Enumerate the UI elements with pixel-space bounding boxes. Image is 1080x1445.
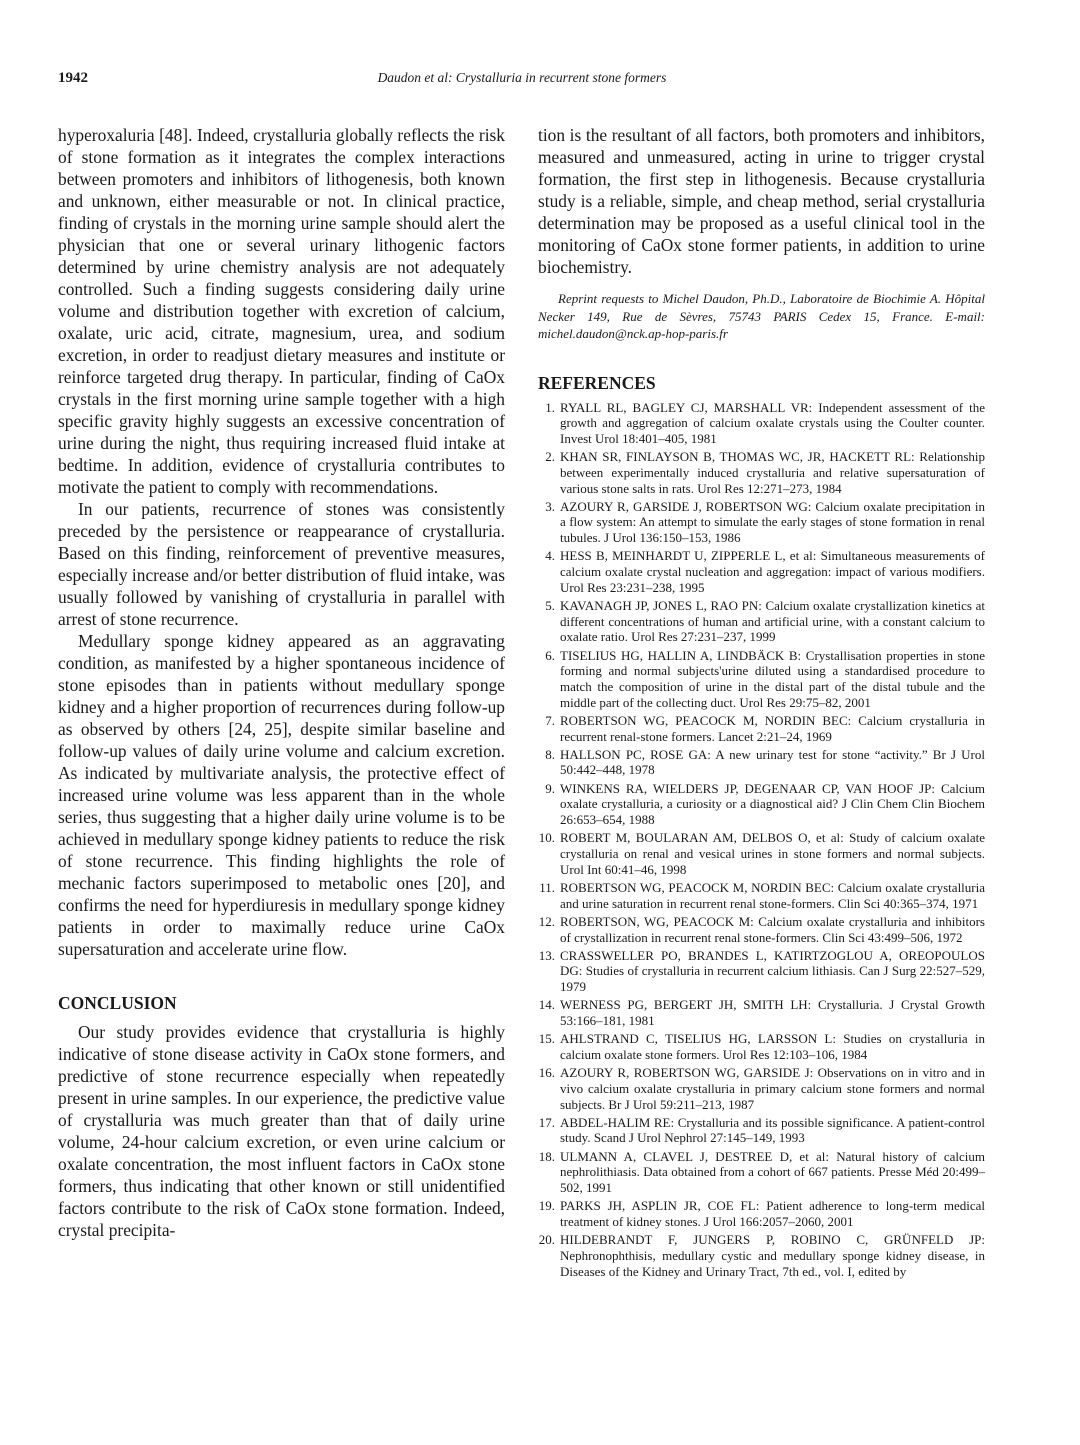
reference-text: PARKS JH, ASPLIN JR, COE FL: Patient adherence to long-term medical treatment of kidney stones. J Urol 166:2057–2060, 2001 <box>560 1198 985 1229</box>
reference-number: 5. <box>545 597 555 613</box>
body-paragraph: In our patients, recurrence of stones was consistently preceded by the persistence or reappearance of crystalluria. Based on this finding, reinforcement of preventive measures, especially increase and/or better distribution of fluid intake, was usually followed by vanishing of crystalluria in parallel with arrest of stone recurrence. <box>58 499 505 629</box>
reference-text: WERNESS PG, BERGERT JH, SMITH LH: Crystalluria. J Crystal Growth 53:166–181, 1981 <box>560 997 985 1029</box>
running-head <box>58 70 986 94</box>
reference-text: TISELIUS HG, HALLIN A, LINDBÄCK B: Crystallisation properties in stone forming and normal subjects'urine diluted using a standardised procedure to match the composition of urine in the distal part of the distal tubule and the middle part of the collecting duct. Urol Res 29:75–82, 2001 <box>560 647 985 710</box>
reference-number: 11. <box>539 879 555 895</box>
reference-text: AZOURY R, GARSIDE J, ROBERTSON WG: Calcium oxalate precipitation in a flow system: An attempt to simulate the early stages of stone formation in renal tubules. J Urol 136:150–153, 1986 <box>560 498 985 546</box>
reference-text: ROBERT M, BOULARAN AM, DELBOS O, et al: Study of calcium oxalate crystalluria on renal and vesical urines in stone formers and normal subjects. Urol Int 60:41–46, 1998 <box>560 830 985 877</box>
reference-item <box>538 1065 985 1112</box>
reference-number: 7. <box>545 712 555 728</box>
reference-list <box>538 400 985 1280</box>
reference-number: 17. <box>538 1114 555 1130</box>
reference-number: 19. <box>538 1198 555 1214</box>
reference-number: 13. <box>538 947 555 963</box>
reference-number: 14. <box>538 997 555 1013</box>
conclusion-paragraph: Our study provides evidence that crystalluria is highly indicative of stone disease activity in CaOx stone formers, and predictive of stone recurrence especially when repeatedly present in urine samples. In our experience, the predictive value of crystalluria was much greater than that of daily urine volume, 24-hour calcium excretion, or even urine calcium or oxalate concentration, the most influent factors in CaOx stone formers, thus indicating that other known or still unidentified factors contribute to the risk of CaOx stone formation. Indeed, crystal precipita- <box>58 1022 505 1240</box>
reference-number: 2. <box>545 449 555 465</box>
reference-item <box>538 648 985 711</box>
reference-item <box>538 400 985 447</box>
running-title: Daudon et al: Crystalluria in recurrent stone formers <box>377 70 667 85</box>
reference-text: HESS B, MEINHARDT U, ZIPPERLE L, et al: Simultaneous measurements of calcium oxalate crystal nucleation and aggregation: impact of various modifiers. Urol Res 23:231–238, 1995 <box>560 548 985 595</box>
reference-item <box>538 499 985 546</box>
reference-text: CRASSWELLER PO, BRANDES L, KATIRTZOGLOU A, OREOPOULOS DG: Studies of crystalluria in recurrent calcium lithiasis. Can J Surg 22:527–529, 1979 <box>560 947 985 995</box>
reference-number: 8. <box>545 746 555 762</box>
reference-text: AHLSTRAND C, TISELIUS HG, LARSSON L: Studies on crystalluria in calcium oxalate stone formers. Urol Res 12:103–106, 1984 <box>560 1031 985 1062</box>
reference-number: 10. <box>538 830 555 846</box>
page-number: 1942 <box>58 70 88 86</box>
reference-number: 18. <box>538 1148 555 1164</box>
references-heading: REFERENCES <box>538 372 656 393</box>
reference-text: RYALL RL, BAGLEY CJ, MARSHALL VR: Independent assessment of the growth and aggregation of calcium oxalate crystals using the Coulter counter. Invest Urol 18:401–405, 1981 <box>560 399 985 446</box>
reference-item <box>538 1149 985 1196</box>
reference-item <box>538 1198 985 1229</box>
reference-item <box>538 747 985 778</box>
reference-item <box>538 713 985 744</box>
reference-number: 12. <box>538 913 555 929</box>
reference-item <box>538 1115 985 1146</box>
reference-text: HILDEBRANDT F, JUNGERS P, ROBINO C, GRÜNFELD JP: Nephronophthisis, medullary cystic and medullary sponge kidney disease, in Diseases of the Kidney and Urinary Tract, 7th ed., vol. I, edited by <box>560 1232 985 1279</box>
reference-text: ABDEL-HALIM RE: Crystalluria and its possible significance. A patient-control study. Scand J Urol Nephrol 27:145–149, 1993 <box>560 1114 985 1146</box>
reference-item <box>538 781 985 828</box>
reference-number: 15. <box>538 1031 555 1047</box>
reference-text: AZOURY R, ROBERTSON WG, GARSIDE J: Observations on in vitro and in vivo calcium oxalate crystalluria in primary calcium stone formers and normal subjects. Br J Urol 59:211–213, 1987 <box>560 1065 985 1112</box>
conclusion-heading: CONCLUSION <box>58 993 177 1013</box>
reference-text: ULMANN A, CLAVEL J, DESTREE D, et al: Natural history of calcium nephrolithiasis. Data obtained from a cohort of 667 patients. Presse Méd 20:499–502, 1991 <box>560 1148 985 1196</box>
reference-text: WINKENS RA, WIELDERS JP, DEGENAAR CP, VAN HOOF JP: Calcium oxalate crystalluria, a curiosity or a diagnostical aid? J Clin Chem Clin Biochem 26:653–654, 1988 <box>560 780 985 828</box>
reference-item <box>538 914 985 945</box>
reference-text: KAVANAGH JP, JONES L, RAO PN: Calcium oxalate crystallization kinetics at different concentrations of human and artificial urine, with a constant calcium to oxalate ratio. Urol Res 27:231–237, 1999 <box>560 597 985 645</box>
continued-paragraph: tion is the resultant of all factors, both promoters and inhibitors, measured and unmeasured, acting in urine to trigger crystal formation, the first step in lithogenesis. Because crystalluria study is a reliable, simple, and cheap method, serial crystalluria determination may be proposed as a useful clinical tool in the monitoring of CaOx stone former patients, in addition to urine biochemistry. <box>538 125 985 277</box>
reference-text: ROBERTSON WG, PEACOCK M, NORDIN BEC: Calcium oxalate crystalluria and urine saturation in recurrent renal stone-formers. Clin Sci 40:365–374, 1971 <box>560 879 985 911</box>
left-column <box>58 124 505 1241</box>
reference-number: 9. <box>545 780 555 796</box>
reference-text: KHAN SR, FINLAYSON B, THOMAS WC, JR, HACKETT RL: Relationship between experimentally induced crystalluria and relative supersaturation of various stone salts in rats. Urol Res 12:271–273, 1984 <box>560 449 985 496</box>
body-paragraph: hyperoxaluria [48]. Indeed, crystalluria globally reflects the risk of stone formation as it integrates the complex interactions between promoters and inhibitors of lithogenesis, both known and unknown, either measurable or not. In clinical practice, finding of crystals in the morning urine sample should alert the physician that one or several urinary lithogenic factors determined by urine chemistry analysis are not adequately controlled. Such a finding suggests considering daily urine volume and distribution together with excretion of calcium, oxalate, uric acid, citrate, magnesium, urea, and sodium excretion, in order to readjust dietary measures and institute or reinforce targeted drug therapy. In particular, finding of CaOx crystals in the first morning urine sample together with a high specific gravity highly suggests an excessive concentration of urine during the night, thus requiring increased fluid intake at bedtime. In addition, evidence of crystalluria contributes to motivate the patient to comply with recommendations. <box>58 125 505 497</box>
reference-item <box>538 598 985 645</box>
reference-item <box>538 449 985 496</box>
reference-number: 16. <box>538 1065 555 1081</box>
reference-number: 20. <box>538 1232 555 1248</box>
reference-text: HALLSON PC, ROSE GA: A new urinary test for stone “activity.” Br J Urol 50:442–448, 1978 <box>560 746 985 778</box>
reference-number: 6. <box>545 647 555 663</box>
body-paragraph: Medullary sponge kidney appeared as an aggravating condition, as manifested by a higher spontaneous incidence of stone episodes than in patients without medullary sponge kidney and a higher proportion of recurrences during follow-up as observed by others [24, 25], despite similar baseline and follow-up values of daily urine volume and calcium excretion. As indicated by multivariate analysis, the protective effect of increased urine volume was less apparent than in the whole series, thus suggesting that a higher daily urine volume is to be achieved in medullary sponge kidney patients to reduce the risk of stone recurrence. This finding highlights the role of mechanic factors superimposed to metabolic ones [20], and confirms the need for hyperdiuresis in medullary sponge kidney patients in order to maximally reduce urine CaOx supersaturation and accelerate urine flow. <box>58 631 505 959</box>
reference-item <box>538 548 985 595</box>
reference-number: 3. <box>545 498 555 514</box>
reference-item <box>538 948 985 995</box>
right-column <box>538 124 985 1282</box>
reference-text: ROBERTSON, WG, PEACOCK M: Calcium oxalate crystalluria and inhibitors of crystallization in recurrent renal stone-formers. Clin Sci 43:499–506, 1972 <box>560 913 985 945</box>
reference-text: ROBERTSON WG, PEACOCK M, NORDIN BEC: Calcium crystalluria in recurrent renal-stone formers. Lancet 2:21–24, 1969 <box>560 712 985 744</box>
reference-item <box>538 1031 985 1062</box>
reprint-request: Reprint requests to Michel Daudon, Ph.D., Laboratoire de Biochimie A. Hôpital Necker 149, Rue de Sèvres, 75743 PARIS Cedex 15, France. E-mail: michel.daudon@nck.ap-hop-paris.fr <box>538 291 985 341</box>
reference-number: 4. <box>545 548 555 564</box>
reference-number: 1. <box>545 399 555 415</box>
reference-item <box>538 880 985 911</box>
reference-item <box>538 1232 985 1279</box>
reference-item <box>538 830 985 877</box>
reference-item <box>538 997 985 1028</box>
